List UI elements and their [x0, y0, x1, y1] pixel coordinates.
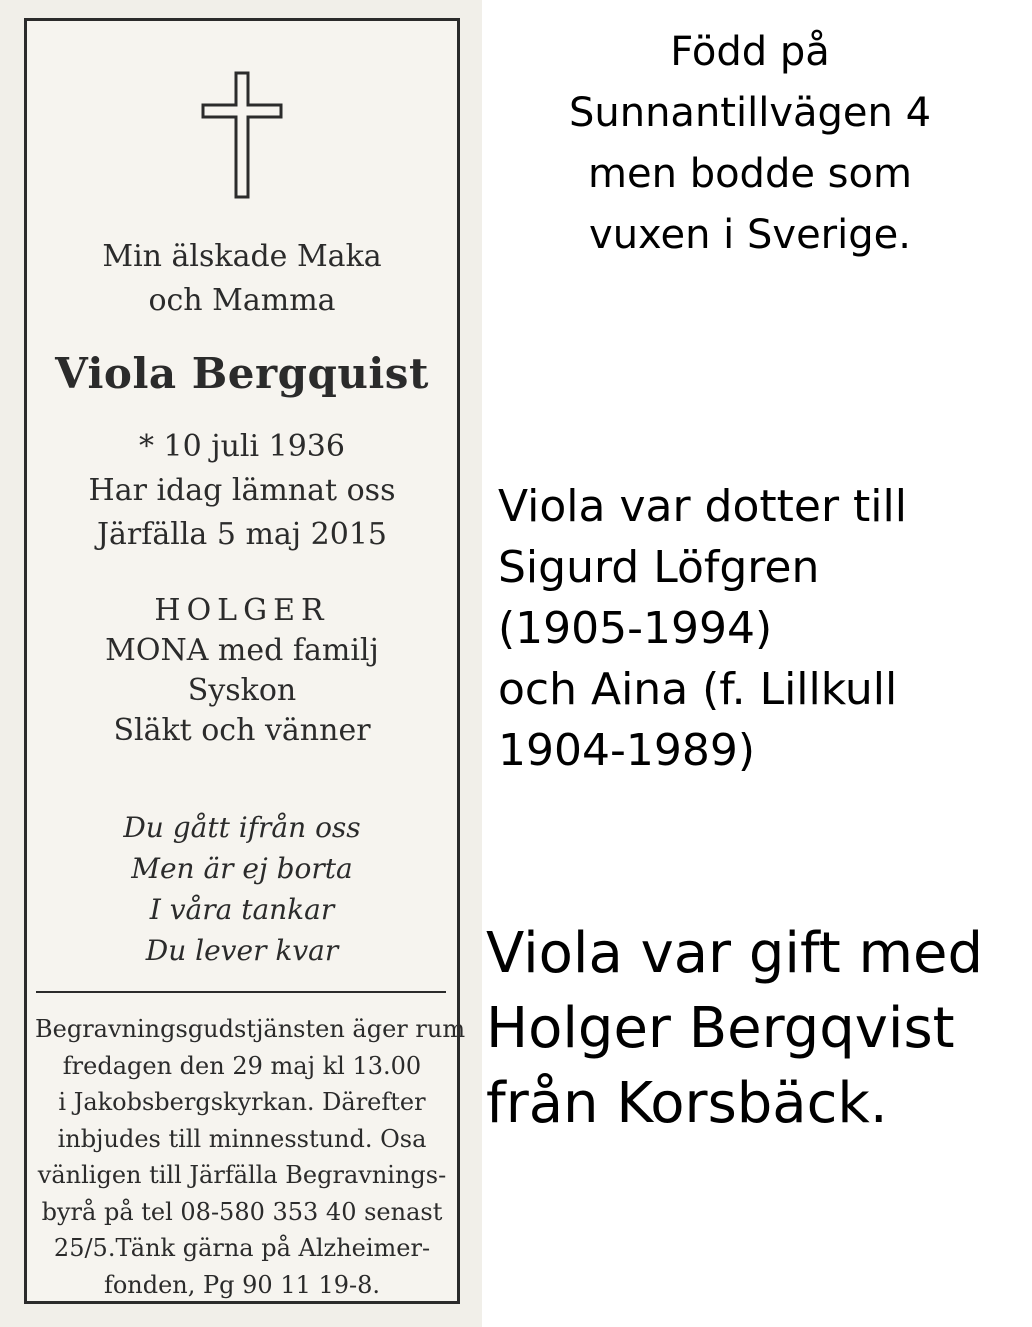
memorial-poem [27, 807, 457, 971]
obituary-dates [27, 425, 457, 557]
note-line: vuxen i Sverige. [589, 212, 911, 258]
poem-line: I våra tankar [149, 893, 335, 926]
note-line: (1905-1994) [498, 603, 773, 654]
newspaper-clipping [0, 0, 482, 1327]
funeral-line: vänligen till Järfälla Begravnings- [37, 1161, 447, 1189]
funeral-line: 25/5.Tänk gärna på Alzheimer- [53, 1234, 431, 1262]
date-line: Järfälla 5 maj 2015 [97, 517, 387, 552]
note-line: men bodde som [588, 151, 912, 197]
poem-line: Du gått ifrån oss [123, 811, 361, 844]
funeral-line: inbjudes till minnesstund. Osa [57, 1124, 427, 1153]
funeral-line: fonden, Pg 90 11 19-8. [103, 1270, 381, 1299]
note-line: Holger Bergqvist [486, 996, 955, 1061]
family-line: Syskon [187, 673, 297, 708]
note-line: från Korsbäck. [486, 1071, 888, 1136]
funeral-line: fredagen den 29 maj kl 13.00 [62, 1051, 422, 1080]
poem-line: Du lever kvar [145, 934, 339, 967]
funeral-line: byrå på tel 08-580 353 40 senast [41, 1197, 443, 1226]
note-line: Viola var gift med [486, 921, 983, 986]
note-line: Född på [670, 29, 830, 75]
cross-icon [27, 71, 457, 199]
poem-line: Men är ej borta [131, 852, 353, 885]
intro-line: och Mamma [148, 283, 336, 318]
divider-rule [36, 991, 446, 993]
intro-line: Min älskade Maka [102, 239, 382, 274]
date-line: * 10 juli 1936 [139, 429, 345, 464]
funeral-line: Begravningsgudstjänsten äger rum [35, 1015, 466, 1043]
note-line: Sunnantillvägen 4 [568, 90, 932, 136]
funeral-line: i Jakobsbergskyrkan. Därefter [58, 1088, 426, 1116]
note-line: 1904-1989) [498, 725, 755, 776]
family-line: MONA med familj [105, 633, 379, 668]
funeral-notice [27, 1011, 466, 1303]
obituary-frame [24, 18, 466, 1304]
family-line: Släkt och vänner [113, 713, 371, 748]
note-line: Viola var dotter till [498, 481, 907, 532]
note-parents [498, 476, 907, 781]
obituary-intro [27, 235, 457, 323]
family-line: HOLGER [154, 593, 330, 628]
deceased-name: Viola Bergquist [55, 349, 429, 398]
family-list [27, 591, 457, 751]
date-line: Har idag lämnat oss [88, 473, 396, 508]
note-line: och Aina (f. Lillkull [498, 664, 898, 715]
note-birthplace [500, 22, 1000, 266]
note-marriage [486, 916, 983, 1141]
note-line: Sigurd Löfgren [498, 542, 820, 593]
